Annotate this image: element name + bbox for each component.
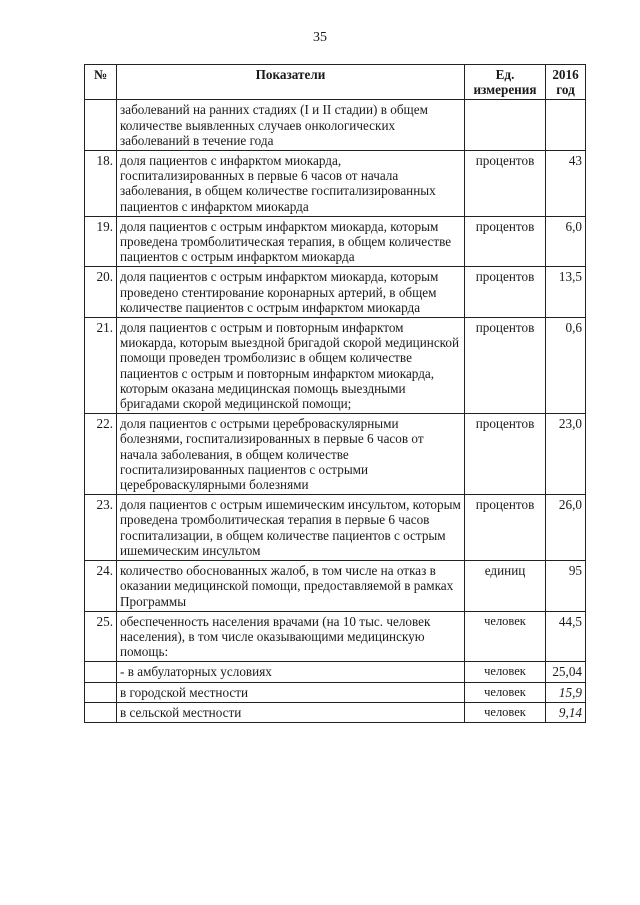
header-year: 2016 год	[546, 65, 586, 100]
row-unit: человек	[465, 662, 546, 682]
row-value: 15,9	[546, 682, 586, 702]
row-value: 44,5	[546, 611, 586, 662]
table-header-row	[85, 65, 586, 100]
row-indicator: доля пациентов с острым ишемическим инсультом, которым проведена тромболитическая терапия в первые 6 часов госпитализации, в общем количестве пациентов с острым ишемическим инсультом	[117, 495, 465, 561]
row-unit: единиц	[465, 561, 546, 612]
row-number	[85, 682, 117, 702]
table-row	[85, 702, 586, 722]
row-value: 25,04	[546, 662, 586, 682]
row-indicator: доля пациентов с острым и повторным инфарктом миокарда, которым выездной бригадой скорой медицинской помощи проведен тромболизис в общем количестве пациентов с острым и повторным инфарктом миокарда, которым оказана медицинская помощь выездными бригадами скорой медицинской помощи;	[117, 318, 465, 414]
row-value: 13,5	[546, 267, 586, 318]
row-number: 20.	[85, 267, 117, 318]
header-indicators: Показатели	[117, 65, 465, 100]
row-number	[85, 702, 117, 722]
row-indicator: количество обоснованных жалоб, в том числе на отказ в оказании медицинской помощи, предоставляемой в рамках Программы	[117, 561, 465, 612]
row-value: 9,14	[546, 702, 586, 722]
row-unit: человек	[465, 702, 546, 722]
row-indicator: доля пациентов с инфарктом миокарда, госпитализированных в первые 6 часов от начала заболевания, в общем количестве госпитализированных пациентов с инфарктом миокарда	[117, 151, 465, 217]
row-indicator: обеспеченность населения врачами (на 10 тыс. человек населения), в том числе оказывающими медицинскую помощь:	[117, 611, 465, 662]
row-value: 43	[546, 151, 586, 217]
row-number: 25.	[85, 611, 117, 662]
table-row	[85, 662, 586, 682]
row-value: 26,0	[546, 495, 586, 561]
row-number: 23.	[85, 495, 117, 561]
row-unit: человек	[465, 682, 546, 702]
row-number: 18.	[85, 151, 117, 217]
row-indicator: в городской местности	[117, 682, 465, 702]
table-row	[85, 495, 586, 561]
row-number: 21.	[85, 318, 117, 414]
table-row	[85, 267, 586, 318]
table-row	[85, 318, 586, 414]
row-number	[85, 662, 117, 682]
row-value: 95	[546, 561, 586, 612]
table-row	[85, 611, 586, 662]
page-number: 35	[313, 30, 327, 45]
row-indicator: доля пациентов с острым инфарктом миокарда, которым проведено стентирование коронарных артерий, в общем количестве пациентов с острым инфарктом миокарда	[117, 267, 465, 318]
row-indicator: доля пациентов с острыми цереброваскулярными болезнями, госпитализированных в первые 6 часов от начала заболевания, в общем количестве госпитализированных пациентов с острыми цереброваскулярными болезнями	[117, 414, 465, 495]
row-unit: процентов	[465, 414, 546, 495]
row-indicator: доля пациентов с острым инфарктом миокарда, которым проведена тромболитическая терапия, в общем количестве пациентов с острым инфарктом миокарда	[117, 216, 465, 267]
row-value: 6,0	[546, 216, 586, 267]
row-unit: процентов	[465, 216, 546, 267]
table-row	[85, 100, 586, 151]
table-row	[85, 682, 586, 702]
row-unit: процентов	[465, 151, 546, 217]
row-indicator: - в амбулаторных условиях	[117, 662, 465, 682]
row-value: 23,0	[546, 414, 586, 495]
header-number: №	[85, 65, 117, 100]
table-row	[85, 151, 586, 217]
row-unit: человек	[465, 611, 546, 662]
header-unit: Ед. измерения	[465, 65, 546, 100]
table-row	[85, 414, 586, 495]
row-number: 22.	[85, 414, 117, 495]
indicators-table	[84, 64, 586, 723]
row-value	[546, 100, 586, 151]
row-number	[85, 100, 117, 151]
row-indicator: заболеваний на ранних стадиях (I и II стадии) в общем количестве выявленных случаев онкологических заболеваний в течение года	[117, 100, 465, 151]
row-indicator: в сельской местности	[117, 702, 465, 722]
row-unit: процентов	[465, 318, 546, 414]
row-value: 0,6	[546, 318, 586, 414]
row-number: 19.	[85, 216, 117, 267]
table-row	[85, 561, 586, 612]
table-row	[85, 216, 586, 267]
row-unit: процентов	[465, 267, 546, 318]
row-unit	[465, 100, 546, 151]
row-unit: процентов	[465, 495, 546, 561]
row-number: 24.	[85, 561, 117, 612]
